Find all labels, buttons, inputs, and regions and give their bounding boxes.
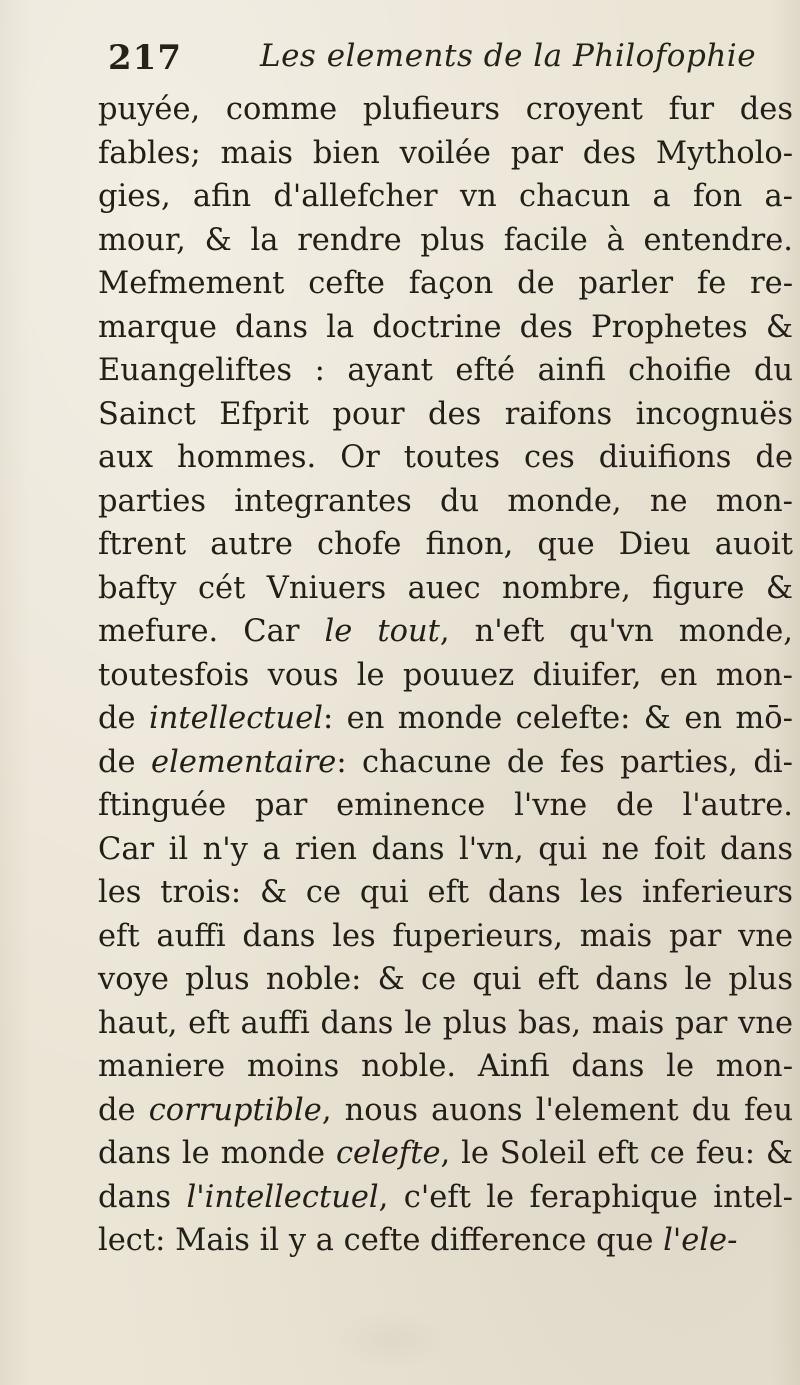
text-line xyxy=(98,1132,793,1176)
line-text: Car il n'y a rien dans l'vn, qui ne foit dans xyxy=(98,831,793,867)
line-text: puyée, comme plufieurs croyent fur des xyxy=(98,92,793,127)
line-text: : chacune de fes parties, di- xyxy=(336,744,793,780)
italic-term: l'ele- xyxy=(663,1223,738,1258)
text-line xyxy=(98,262,793,306)
body-text xyxy=(98,88,798,1263)
line-text: dans xyxy=(98,1179,187,1215)
line-text: maniere moins noble. Ainfi dans le mon- xyxy=(98,1049,793,1084)
line-text: : en monde celefte: & en mō- xyxy=(323,701,793,736)
italic-term: l'intellectuel xyxy=(186,1179,379,1215)
text-line xyxy=(98,1176,793,1220)
line-text: de xyxy=(98,701,149,736)
page-header xyxy=(0,38,800,88)
line-text: eft auffi dans les fuperieurs, mais par vne xyxy=(98,918,793,954)
text-line xyxy=(98,958,793,1002)
text-line xyxy=(98,88,793,132)
italic-term: corruptible xyxy=(148,1092,322,1128)
line-text: mefure. Car xyxy=(98,614,325,649)
line-text: les trois: & ce qui eft dans les inferieurs xyxy=(98,875,793,910)
line-text: , nous auons l'element du feu xyxy=(321,1092,793,1128)
line-text: , le Soleil eft ce feu: & xyxy=(440,1136,793,1171)
text-line xyxy=(98,1045,793,1089)
page-number: 217 xyxy=(108,38,182,78)
text-line xyxy=(98,697,793,741)
line-text: fables; mais bien voilée par des Mytholo- xyxy=(98,135,793,171)
text-line xyxy=(98,480,793,524)
line-text: marque dans la doctrine des Prophetes & xyxy=(98,309,793,345)
line-text: lect: Mais il y a cefte difference que xyxy=(98,1223,664,1258)
line-text: Euangeliftes : ayant efté ainfi choifie du xyxy=(98,353,793,388)
text-line xyxy=(98,349,793,393)
running-title: Les elements de la Philofophie xyxy=(260,38,757,74)
line-text: aux hommes. Or toutes ces diuifions de xyxy=(98,440,793,475)
text-line xyxy=(98,219,793,263)
italic-term: elementaire xyxy=(151,744,337,780)
line-text: de xyxy=(98,744,152,780)
line-text: de xyxy=(98,1092,149,1128)
text-line xyxy=(98,871,793,915)
text-line xyxy=(98,306,793,350)
text-line xyxy=(98,654,793,698)
text-line xyxy=(98,741,793,785)
line-text: Mefmement cefte façon de parler fe re- xyxy=(98,266,793,301)
text-line xyxy=(98,1002,793,1046)
line-text: parties integrantes du monde, ne mon- xyxy=(98,483,793,519)
text-line xyxy=(98,610,793,654)
line-text: ftrent autre chofe finon, que Dieu auoit xyxy=(98,527,793,562)
line-text: , c'eft le feraphique intel- xyxy=(378,1179,793,1215)
text-line xyxy=(98,1089,793,1133)
line-text: haut, eft auffi dans le plus bas, mais par vne xyxy=(98,1005,793,1041)
text-line xyxy=(98,393,793,437)
text-line xyxy=(98,784,793,828)
line-text: voye plus noble: & ce qui eft dans le plus xyxy=(98,962,793,997)
paper-stain xyxy=(330,1310,450,1370)
text-line xyxy=(98,175,793,219)
text-line xyxy=(98,523,793,567)
text-line xyxy=(98,567,793,611)
text-line xyxy=(98,828,793,872)
line-text: Sainct Efprit pour des raifons incognuës xyxy=(98,396,793,432)
italic-term: intellectuel xyxy=(148,701,324,736)
text-line xyxy=(98,132,793,176)
line-text: dans le monde xyxy=(98,1136,336,1171)
italic-term: celefte xyxy=(335,1136,441,1171)
text-line xyxy=(98,1219,793,1263)
text-line xyxy=(98,915,793,959)
text-line xyxy=(98,436,793,480)
line-text: ftinguée par eminence l'vne de l'autre. xyxy=(98,788,793,823)
line-text: toutesfois vous le pouuez diuifer, en mon- xyxy=(98,657,793,693)
line-text: gies, afin d'allefcher vn chacun a fon a- xyxy=(98,179,793,214)
line-text: bafty cét Vniuers auec nombre, figure & xyxy=(98,570,793,606)
italic-term: le tout xyxy=(324,614,440,649)
line-text: mour, & la rendre plus facile à entendre. xyxy=(98,222,793,258)
line-text: , n'eft qu'vn monde, xyxy=(439,614,793,649)
